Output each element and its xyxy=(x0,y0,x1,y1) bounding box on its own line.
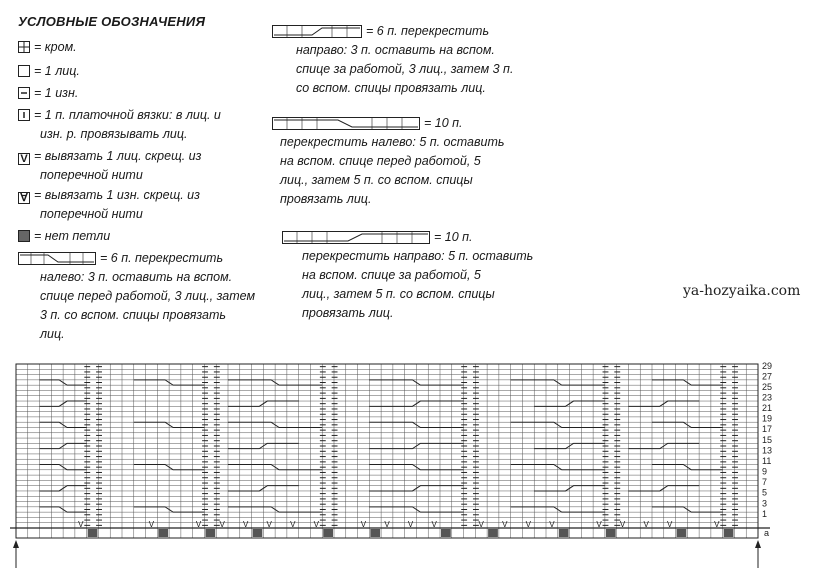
twisted-stitch-mark: V xyxy=(478,520,484,529)
row-number: 17 xyxy=(762,424,773,435)
legend-item-edge xyxy=(18,38,77,57)
legend-text: = 10 п. xyxy=(424,116,463,130)
row-number: 19 xyxy=(762,413,773,424)
row-number: 25 xyxy=(762,381,773,392)
legend-text: лиц. xyxy=(40,327,65,341)
row-number: 3 xyxy=(762,498,768,509)
garter-stitch-icon xyxy=(18,109,30,121)
legend-text: = нет петли xyxy=(34,229,111,243)
twisted-stitch-mark: V xyxy=(384,520,390,529)
no-stitch-cell xyxy=(205,529,215,537)
legend-text: = 1 п. платочной вязки: в лиц. и xyxy=(34,108,221,122)
twisted-stitch-mark: V xyxy=(266,520,272,529)
row-number: 9 xyxy=(762,466,768,477)
no-stitch-cell xyxy=(441,529,451,537)
legend-item-cable-10-right xyxy=(282,228,533,323)
row-number: 23 xyxy=(762,392,773,403)
legend-item-garter xyxy=(18,106,221,144)
row-number: 13 xyxy=(762,445,773,456)
arrow-head-icon xyxy=(755,540,761,548)
legend-text: = вывязать 1 лиц. скрещ. из xyxy=(34,149,202,163)
legend-text: на вспом. спице перед работой, 5 xyxy=(280,154,481,168)
knit-stitch-icon xyxy=(18,65,30,77)
legend-text: поперечной нити xyxy=(40,168,143,182)
twisted-stitch-mark: V xyxy=(148,520,155,529)
twisted-stitch-mark: V xyxy=(78,520,84,529)
legend-text: = 10 п. xyxy=(434,230,473,244)
cable-10-left-icon xyxy=(272,117,420,130)
cable-6-left-icon xyxy=(18,252,96,265)
twisted-stitch-mark: V xyxy=(666,520,673,529)
base-row-label: а xyxy=(764,528,770,538)
no-stitch-icon xyxy=(18,230,30,242)
legend-text: перекрестить направо: 5 п. оставить xyxy=(302,249,534,263)
no-stitch-cell xyxy=(559,529,569,537)
no-stitch-cell xyxy=(323,529,333,537)
edge-stitch-icon xyxy=(18,41,30,53)
cable-6-right-icon xyxy=(272,25,362,38)
legend-item-purl-twisted xyxy=(18,186,200,224)
legend-title: УСЛОВНЫЕ ОБОЗНАЧЕНИЯ xyxy=(18,14,206,29)
twisted-stitch-mark: V xyxy=(360,520,367,529)
row-number: 21 xyxy=(762,403,773,414)
legend-item-cable-6-left xyxy=(18,249,255,344)
row-number: 11 xyxy=(762,455,772,466)
legend-text: спице перед работой, 3 лиц., затем xyxy=(40,289,256,303)
twisted-stitch-mark: V xyxy=(242,520,249,529)
twisted-stitch-mark: V xyxy=(643,520,649,529)
legend-item-knit-twisted xyxy=(18,147,201,185)
legend-text: изн. р. провязывать лиц. xyxy=(40,127,188,141)
twisted-stitch-mark: V xyxy=(195,520,202,529)
legend-text: 3 п. со вспом. спицы провязать xyxy=(40,308,226,322)
row-number: 1 xyxy=(762,508,768,519)
twisted-stitch-mark: V xyxy=(290,520,296,529)
legend-text: провязать лиц. xyxy=(280,192,372,206)
twisted-stitch-mark: V xyxy=(714,520,720,529)
twisted-stitch-mark: V xyxy=(502,520,508,529)
no-stitch-cell xyxy=(724,529,734,537)
purl-stitch-icon xyxy=(18,87,30,99)
twisted-stitch-mark: V xyxy=(219,520,225,529)
row-number: 15 xyxy=(762,434,773,445)
legend-text: провязать лиц. xyxy=(302,306,394,320)
twisted-stitch-mark: V xyxy=(619,520,626,529)
legend-text: = 1 лиц. xyxy=(34,64,80,78)
no-stitch-cell xyxy=(488,529,498,537)
legend-text: = 6 п. перекрестить xyxy=(366,24,490,38)
legend-text: направо: 3 п. оставить на вспом. xyxy=(296,43,495,57)
knitting-chart xyxy=(0,350,816,581)
legend-text: = 1 изн. xyxy=(34,86,79,100)
no-stitch-cell xyxy=(88,529,98,537)
twisted-stitch-mark: V xyxy=(431,520,437,529)
legend-text: лиц., затем 5 п. со вспом. спицы xyxy=(302,287,495,301)
legend-text: = 6 п. перекрестить xyxy=(100,251,224,265)
legend-item-knit xyxy=(18,62,80,81)
cable-10-right-icon xyxy=(282,231,430,244)
no-stitch-cell xyxy=(158,529,168,537)
legend-text: = кром. xyxy=(34,40,77,54)
knit-twisted-icon: V xyxy=(18,153,30,165)
row-number: 5 xyxy=(762,487,768,498)
arrow-head-icon xyxy=(13,540,19,548)
no-stitch-cell xyxy=(370,529,380,537)
twisted-stitch-mark: V xyxy=(549,520,555,529)
no-stitch-cell xyxy=(677,529,687,537)
legend-text: на вспом. спице за работой, 5 xyxy=(302,268,481,282)
legend-text: перекрестить налево: 5 п. оставить xyxy=(280,135,505,149)
twisted-stitch-mark: V xyxy=(596,520,602,529)
twisted-stitch-mark: V xyxy=(407,520,414,529)
purl-twisted-icon: ∀ xyxy=(18,192,30,204)
twisted-stitch-mark: V xyxy=(525,520,532,529)
legend-text: = вывязать 1 изн. скрещ. из xyxy=(34,188,200,202)
legend-text: налево: 3 п. оставить на вспом. xyxy=(40,270,233,284)
row-number: 7 xyxy=(762,477,768,488)
legend-item-purl xyxy=(18,84,78,103)
legend-item-no-stitch xyxy=(18,227,110,246)
legend-text: со вспом. спицы провязать лиц. xyxy=(296,81,486,95)
twisted-stitch-mark: V xyxy=(313,520,320,529)
legend-text: поперечной нити xyxy=(40,207,143,221)
row-number: 29 xyxy=(762,360,773,371)
legend-text: лиц., затем 5 п. со вспом. спицы xyxy=(280,173,473,187)
legend-item-cable-10-left xyxy=(272,114,504,209)
no-stitch-cell xyxy=(253,529,263,537)
site-watermark: ya-hozyaika.com xyxy=(683,283,801,299)
no-stitch-cell xyxy=(606,529,616,537)
legend-item-cable-6-right xyxy=(272,22,513,98)
row-number: 27 xyxy=(762,371,773,382)
legend-text: спице за работой, 3 лиц., затем 3 п. xyxy=(296,62,514,76)
